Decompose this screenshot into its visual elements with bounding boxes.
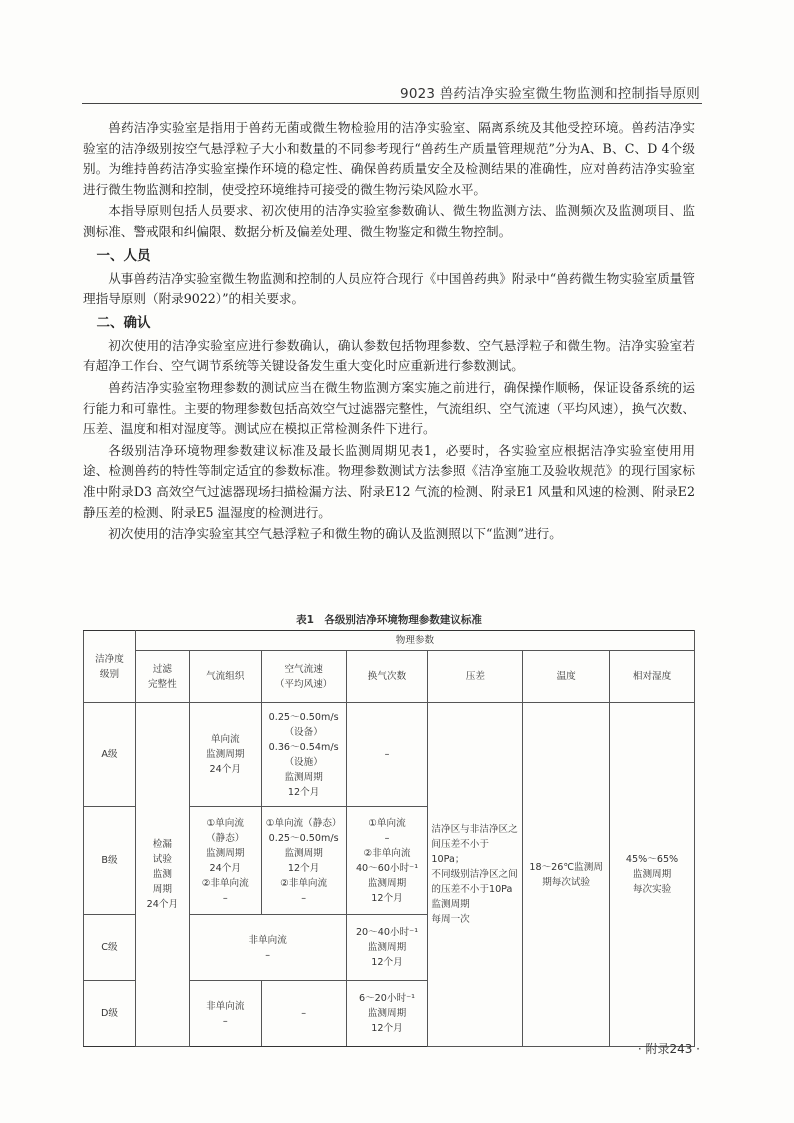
parameter-table	[83, 630, 695, 1047]
cell-d-exchange: 6～20小时⁻¹ 监测周期 12个月	[346, 981, 428, 1047]
paragraph-intro: 兽药洁净实验室是指用于兽药无菌或微生物检验用的洁净实验室、隔离系统及其他受控环境。兽药洁净实验室的洁净级别按空气悬浮粒子大小和数量的不同参考现行“兽药生产质量管理规范”分为A、B、C、D 4个级别。为维持兽药洁净实验室操作环境的稳定性、确保兽药质量安全及检测结果的准确性，应对兽药洁净实验室进行微生物监测和控制，使受控环境维持可接受的微生物污染风险水平。	[83, 120, 695, 197]
grade-d: D级	[84, 981, 136, 1047]
cell-b-speed: ①单向流（静态） 0.25～0.50m/s 监测周期 12个月 ②非单向流 –	[261, 807, 346, 915]
body-text	[83, 118, 695, 546]
cell-d-speed: –	[261, 981, 346, 1047]
page-number: · 附录243 ·	[637, 1042, 700, 1056]
cell-b-airflow: ①单向流 （静态） 监测周期 24个月 ②非单向流 –	[189, 807, 261, 915]
cell-humidity-all: 45%～65% 监测周期 每次实验	[610, 703, 695, 1047]
paragraph-validation-2: 兽药洁净实验室物理参数的测试应当在微生物监测方案实施之前进行，确保操作顺畅，保证设备系统的运行能力和可靠性。主要的物理参数包括高效空气过滤器完整性，气流组织、空气流速（平均风速），换气次数、压差、温度和相对湿度等。测试应在模拟正常检测条件下进行。	[83, 379, 695, 437]
section-heading-personnel: 一、人员	[96, 247, 151, 264]
paragraph-validation-1: 初次使用的洁净实验室应进行参数确认，确认参数包括物理参数、空气悬浮粒子和微生物。洁净实验室若有超净工作台、空气调节系统等关键设备发生重大变化时应重新进行参数测试。	[83, 337, 695, 374]
header-speed: 空气流速 （平均风速）	[261, 651, 346, 703]
header-airflow: 气流组织	[189, 651, 261, 703]
header-exchange: 换气次数	[346, 651, 428, 703]
cell-b-exchange: ①单向流 – ②非单向流 40～60小时⁻¹ 监测周期 12个月	[346, 807, 428, 915]
paragraph-validation-4: 初次使用的洁净实验室其空气悬浮粒子和微生物的确认及监测照以下“监测”进行。	[108, 526, 562, 542]
paragraph-scope: 本指导原则包括人员要求、初次使用的洁净实验室参数确认、微生物监测方法、监测频次及监测项目、监测标准、警戒限和纠偏限、数据分析及偏差处理、微生物鉴定和微生物控制。	[83, 203, 695, 239]
cell-pressure-all: 洁净区与非洁净区之间压差不小于10Pa； 不同级别洁净区之间的压差不小于10Pa 监测周期 每周一次	[428, 703, 523, 1047]
cell-d-airflow: 非单向流 –	[189, 981, 261, 1047]
grade-a: A级	[84, 703, 136, 807]
header-temp: 温度	[523, 651, 610, 703]
cell-a-airflow: 单向流 监测周期 24个月	[189, 703, 261, 807]
table-caption: 表1 各级别洁净环境物理参数建议标准	[296, 614, 482, 626]
header-physical-params: 物理参数	[135, 631, 694, 651]
header-filter: 过滤 完整性	[135, 651, 189, 703]
cell-c-exchange: 20～40小时⁻¹ 监测周期 12个月	[346, 915, 428, 981]
cell-a-exchange: –	[346, 703, 428, 807]
header-pressure: 压差	[428, 651, 523, 703]
grade-b: B级	[84, 807, 136, 915]
grade-c: C级	[84, 915, 136, 981]
header-grade: 洁净度 级别	[84, 631, 136, 703]
paragraph-personnel: 从事兽药洁净实验室微生物监测和控制的人员应符合现行《中国兽药典》附录中“兽药微生物实验室质量管理指导原则（附录9022）”的相关要求。	[83, 270, 695, 307]
header-humidity: 相对湿度	[610, 651, 695, 703]
cell-c-airflow-speed: 非单向流 –	[189, 915, 346, 981]
cell-filter-all: 检漏 试验 监测 周期 24个月	[135, 703, 189, 1047]
header-rule	[82, 103, 702, 104]
section-heading-validation: 二、确认	[96, 314, 151, 331]
cell-a-speed: 0.25～0.50m/s （设备） 0.36～0.54m/s （设施） 监测周期 12个月	[261, 703, 346, 807]
running-header: 9023 兽药洁净实验室微生物监测和控制指导原则	[400, 86, 700, 102]
paragraph-validation-3: 各级别洁净环境物理参数建议标准及最长监测周期见表1，必要时，各实验室应根据洁净实验室使用用途、检测兽药的特性等制定适宜的参数标准。物理参数测试方法参照《洁净室施工及验收规范》的现行国家标准中附录D3 高效空气过滤器现场扫描检漏方法、附录E12 气流的检测、附录E1 风量和风速的检测、附录E2 静压差的检测、附录E5 温湿度的检测进行。	[83, 442, 695, 520]
cell-temp-all: 18～26℃监测周期每次试验	[523, 703, 610, 1047]
